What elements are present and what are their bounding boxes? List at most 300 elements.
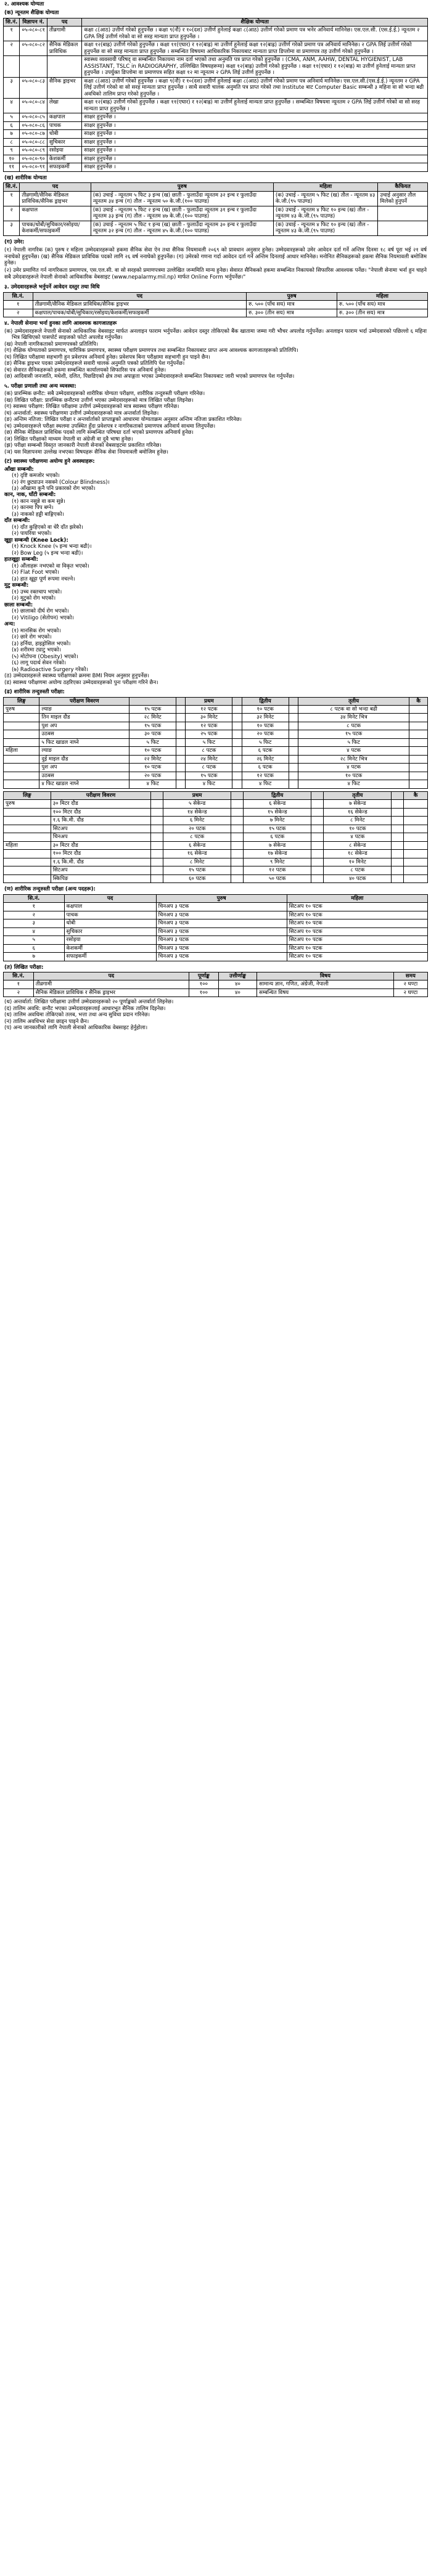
table-cell: (क) उचाई - न्यूनतम ५ फिट १ इन्च (ख) छाती - फुलाउँदा न्यूनतम ३० इन्च र फुलाउँदा न्यूनतम ३२ इन्च (ग) तौल - न्यूनतम ४५ के.जी.(१०० पाउण्ड) [91,221,273,235]
education-table [3,18,428,172]
table-row [4,121,428,129]
table-cell: (क) उचाई - न्यूनतम ४ फिट १० इन्च (ख) तौल - न्यूनतम ४३ के.जी.(९५ पाउण्ड) [273,221,377,235]
table-cell: पाचक [64,911,156,919]
table-row [4,944,428,952]
table-cell: कक्षा १२(बाह्र) उत्तीर्ण गरेको हुनुपर्नेछ । कक्षा ११(एघार) र १२(बाह्र) मा उत्तीर्ण हुनेलाई मान्यता प्राप्त हुनुपर्नेछ । सम्बन्धित विषयमा न्यूनतम २ GPA लिई उत्तीर्ण गरेको वा सो सरह मान्यता प्राप्त हुनुपर्नेछ । [82,99,428,113]
table-cell [378,221,428,235]
table-cell: ४ फिट खाडल नाघ्ने [39,780,129,788]
table-cell [231,808,244,816]
table-cell: पुरुष [4,705,39,713]
table-cell: १४ सेकेन्ड [163,808,231,816]
table-row [4,130,428,138]
written-exam-title: (त) लिखित परीक्षा: [4,964,44,971]
table-cell: चिनअप ३ पटक [156,953,287,961]
table-header-cell: परीक्षण विवरण [39,697,129,705]
table-cell: महिला [4,747,39,755]
table-cell: १२ पटक [186,722,232,730]
table-cell: कक्षा ८(आठ) उत्तीर्ण गरेको हुनुपर्नेछ । कक्षा ९(नौ) र १०(दश) उत्तीर्ण हुनेलाई कक्षा ८(आठ) उत्तीर्ण गरेको प्रमाण पत्र भनेर अनिवार्य मानिनेछ। एस.एल.सी. (एस.ई.ई.) न्यूनतम २ GPA लिई उत्तीर्ण गरेको वा सो सरह मान्यता प्राप्त हुनुपर्नेछ । [82,26,428,41]
table-cell: १० मिनेट [324,858,392,866]
table-cell: ६ पटक [244,833,311,841]
table-cell: ८ सेकेन्ड [324,841,392,849]
table-cell: सम्बन्धित विषय [257,988,394,997]
fee-title: ३. उमेदवारहरूले भर्नुपर्ने आवेदन दस्तुर तथा विधि [4,284,100,291]
table-cell [289,714,298,722]
table-cell [4,817,51,825]
table-cell: १५ पटक [129,722,176,730]
table-cell: ६० पटक [163,874,231,882]
table-cell [231,833,244,841]
table-cell [289,738,298,746]
table-cell: १० पटक [242,722,289,730]
table-cell [231,800,244,808]
fee-table [3,292,428,317]
table-cell: ४ [4,99,20,113]
table-cell [311,874,324,882]
table-cell [176,780,186,788]
table-cell [151,850,163,858]
table-cell: ३ [4,77,20,98]
table-header-cell [232,697,242,705]
list-item: (२) Vitiligo (सेतोपन) भएको। [12,614,74,621]
table-cell: सैनिक मेडिकल प्राविधिक र सैनिक ड्राइभर [33,988,189,997]
table-cell [231,858,244,866]
table-row [4,772,428,780]
table-cell [404,817,428,825]
table-header-cell: पुरुष [91,183,273,191]
table-header-cell: महिला [337,292,428,300]
table-cell: १२ पटक [186,705,232,713]
fitness-other-title: (ण) शारीरिक तन्दुरुस्ती परीक्षा (अन्य पदहरू): [4,886,96,893]
list-item: (२) पायरिया भएको। [12,531,52,537]
table-cell: ४ पटक [324,833,392,841]
table-cell: पाचक/धोबी/सुचिकार/रसोइया/केशकर्मी/सफाइकर्मी [20,221,91,235]
final-notes-list [3,999,428,1031]
table-cell: ७ मिनेट [244,817,311,825]
table-cell [232,722,242,730]
list-item: (२) रंग छुट्याउन नसक्ने (Colour Blindness)। [12,479,110,486]
table-cell: साक्षर हुनुपर्नेछ । [82,147,428,155]
age-title: (ग) उमेर: [4,238,25,245]
table-cell: ४० पटक [324,874,392,882]
table-cell: १५ पटक [129,705,176,713]
table-row [4,730,428,738]
table-cell: ०५-०८०-८१ [20,26,47,41]
table-row [4,903,428,911]
section-2-title: २. आवश्यक योग्यता [4,1,44,7]
table-cell: सिटअप १० पटक [287,903,427,911]
medical-group-heading: दाँत सम्बन्धी: [4,518,30,524]
table-cell: लेखा [47,99,82,113]
table-cell: १५ पटक [298,730,409,738]
table-header-cell: पद [64,894,156,902]
age-text: (१) नेपाली नागरिक (क) पुरुष र महिला उम्मेदवारहरूको हकमा सैनिक सेवा ऐन तथा सैनिक नियमावली २०६९ को प्रावधान अनुसार हुनेछ। उम्मेदवारहरूको उमेर आवेदन दर्ता गर्ने अन्तिम दिनमा १८ वर्ष पूरा भई २१ वर्ष ननाघेको हुनुपर्नेछ। (ख) सैनिक मेडिकल प्राविधिक पदको लागि २६ वर्ष ननाघेको हुनुपर्नेछ। (ग) उमेरको गणना गर्दा आवेदन दर्ता गर्ने अन्तिम दिनलाई आधार मानिनेछ। मनोनित सैनिकहरूको हकमा सैनिक नियमावली बमोजिम हुनेछ। [4,247,427,266]
table-row [4,56,428,77]
table-cell [392,808,404,816]
table-cell: ८ मिनेट [163,858,231,866]
table-cell: ३० मिटर दौड [51,841,151,849]
table-cell: ४० [218,988,257,997]
table-cell: कक्षपाल [47,113,82,121]
table-cell: ८ मिनेट [324,817,392,825]
table-cell: ल्याङ [39,705,129,713]
table-row [4,77,428,98]
table-cell [392,833,404,841]
list-item: (६) लागू पदार्थ सेवन गरेको। [12,660,66,667]
table-cell: २८ मिनेट [129,714,176,722]
table-cell [404,858,428,866]
table-cell [311,858,324,866]
list-item: (५) मोटोपना (Obesity) भएको। [12,653,78,660]
medical-group-heading: मुटु सम्बन्धी: [4,582,29,589]
table-row [4,808,428,816]
table-cell [392,874,404,882]
table-row [4,817,428,825]
table-cell [404,850,428,858]
list-item: (ध) तालिम अवधिमा तोकिएको तलब, भत्ता तथा अन्य सुविधा प्रदान गरिनेछ। [4,1012,150,1019]
table-cell: ३० मिटर दौड [51,800,151,808]
list-item: (७) Radioactive Surgery गरेको। [12,666,88,673]
table-cell: ५ फिट [298,738,409,746]
list-item: (३) हर्निया, हाइड्रोसिल भएको। [12,640,71,647]
table-cell: उठबस [39,772,129,780]
table-cell: ६ सेकेन्ड [244,800,311,808]
table-cell: ३२ मिनेट [242,714,289,722]
table-header-cell: प्रथम [186,697,232,705]
table-cell: ०५-०८०-८७ [20,130,47,138]
table-cell [409,730,428,738]
list-item: (च) सेवारत सैनिकहरूको हकमा सम्बन्धित कार्यालयको सिफारिस पत्र अनिवार्य हुनेछ। [4,367,166,373]
table-cell: ७ सेकेन्ड [324,800,392,808]
table-cell: तिन माइल दौड [39,714,129,722]
table-cell: ०५-०८०-९० [20,155,47,163]
list-item: (४) शरीरमा ट्याटु भएको। [12,647,61,654]
table-cell [231,841,244,849]
table-cell: २० पटक [163,825,231,833]
fitness-title: (ढ) शारीरिक तन्दुरुस्ती परीक्षा: [4,689,65,696]
table-cell: ३० मिनेट [186,714,232,722]
table-cell [4,808,51,816]
table-cell: स्वास्थ्य व्यवसायी परिषद् वा सम्बन्धित निकायमा नाम दर्ता भएको तथा अनुमति पत्र प्राप्त गरेको हुनुपर्नेछ । (CMA, ANM, AAHW, DENTAL HYGIENIST, LAB ASSISTANT, TSLC in RADIOGRAPHY, उल्लिखित विषयहरूमा) कक्षा १२(बाह्र) उत्तीर्ण गरेको हुनुपर्नेछ । कक्षा ११(एघार) र १२(बाह्र) मा उत्तीर्ण हुनेलाई मान्यता प्राप्त हुनुपर्नेछ । उपर्युक्त डिप्लोमा वा प्रमाणपत्र सहित कक्षा १२ मा न्यूनतम २ GPA लिई उत्तीर्ण हुनुपर्नेछ । [82,56,428,77]
table-cell [176,738,186,746]
documents-list [3,328,428,380]
table-cell: ४ फिट [186,780,232,788]
table-cell: धोबी [64,919,156,927]
table-cell: सुचिकार [64,927,156,935]
list-item: (२) Flat Foot भएको। [12,569,59,576]
table-cell [289,705,298,713]
table-cell: सफाइकर्मी [47,163,82,171]
table-row [4,155,428,163]
table-cell: केशकर्मी [47,155,82,163]
table-header-cell: तृतीय [324,791,392,799]
table-cell: ०५-०८०-८३ [20,77,47,98]
exam-system-title: ५. परीक्षा प्रणाली तथा अन्य व्यवस्था: [4,383,76,389]
table-row [4,221,428,235]
table-cell [151,874,163,882]
table-cell: रु. ३०० (तीन सय) मात्र [337,309,428,317]
table-cell [392,866,404,874]
list-item: (ख) नेपाली नागरिकताको प्रमाणपत्रको प्रतिलिपि। [4,341,99,348]
table-cell: ६ सेकेन्ड [163,841,231,849]
table-cell: ७ [4,130,20,138]
table-cell: तीव्रगामी [33,980,189,988]
table-cell: ६ [4,944,65,952]
table-cell [4,780,39,788]
table-header-cell [392,791,404,799]
table-row [4,764,428,772]
table-cell: ४ पटक [298,747,409,755]
table-cell [4,764,39,772]
table-cell: २६ मिनेट [242,755,289,763]
table-cell: ७ [4,953,65,961]
table-cell: ०५-०८०-८४ [20,99,47,113]
list-item: (झ) परीक्षा सम्बन्धी विस्तृत जानकारी नेपाली सेनाको वेबसाइटमा प्रकाशित गरिनेछ। [4,442,162,449]
table-cell [232,705,242,713]
table-cell: १.६ कि.मी. दौड [51,858,151,866]
table-cell: ०५-०८०-८५ [20,113,47,121]
table-cell [4,755,39,763]
table-cell: ३ [4,221,20,235]
table-cell [404,866,428,874]
table-cell [231,817,244,825]
table-cell: १०० मिटर दौड [51,808,151,816]
table-cell: ८ [4,138,20,146]
table-cell: चिनअप ३ पटक [156,919,287,927]
medical-closing [3,673,428,686]
table-cell: २ घण्टा [393,980,427,988]
table-header-cell: उत्तीर्णाङ्क [218,972,257,980]
table-row [4,747,428,755]
table-cell: चिनअप ३ पटक [156,927,287,935]
list-item: (द) तालिम अवधि: छनौट भएका उम्मेदवारहरूलाई आधारभूत सैनिक तालिम दिइनेछ। [4,1005,166,1012]
list-item: (१) दृष्टि कमजोर भएको। [12,473,60,479]
table-header-cell: सि.नं. [4,292,33,300]
table-row [4,825,428,833]
table-header-cell: सि.नं. [4,183,20,191]
table-cell [151,808,163,816]
table-header-cell: पद [33,972,189,980]
age-text-2: (२) उमेर प्रमाणित गर्न नागरिकता प्रमाणपत्र, एस.एल.सी. वा सो सरहको प्रमाणपत्रमा उल्लेखित जन्ममिति मान्य हुनेछ। सेवारत सैनिकको हकमा सम्बन्धित निकायको सिफारिस आवश्यक पर्नेछ। "नेपाली सेनामा भर्ना हुन चाहने सबै उमेदवारहरूले नेपाली सेनाको आधिकारिक वेबसाइट (www.nepalarmy.mil.np) मार्फत Online Form भर्नुपर्नेछ।" [4,267,427,280]
table-cell: १ [4,980,34,988]
table-cell: सफाइकर्मी [64,953,156,961]
table-cell: तीव्रगामी/सैनिक मेडिकल प्राविधिक/सैनिक ड्राइभर [20,191,91,206]
table-cell: साक्षर हुनुपर्नेछ । [82,121,428,129]
table-header-cell: द्वितीय [244,791,311,799]
table-cell: चिनअप ३ पटक [156,903,287,911]
table-cell [176,705,186,713]
table-cell: सिटअप १० पटक [287,927,427,935]
table-cell: १६ सेकेन्ड [163,850,231,858]
table-cell: कक्षा १२(बाह्र) उत्तीर्ण गरेको हुनुपर्नेछ । कक्षा ११(एघार) र १२(बाह्र) मा उत्तीर्ण हुनेलाई कक्षा १२(बाह्र) उत्तीर्ण गरेको प्रमाण पत्र अनिवार्य मानिनेछ। २ GPA लिई उत्तीर्ण गरेको हुनुपर्नेछ वा सो सरह मान्यता प्राप्त हुनुपर्नेछ । सम्बन्धित विषयमा आधिकारिक निकायबाट मान्यता प्राप्त डिप्लोमा वा प्रमाणपत्र तह उत्तीर्ण गरेको हुनुपर्नेछ । [82,41,428,56]
table-cell: १ [4,26,20,41]
fitness-table-2 [3,791,428,883]
table-cell: ४ पटक [298,764,409,772]
table-cell [232,764,242,772]
table-cell [4,738,39,746]
table-cell: १० पटक [129,764,176,772]
table-cell: (क) उचाई - न्यूनतम ४ फिट १० इन्च (ख) तौल - न्यूनतम ४३ के.जी.(९५ पाउण्ड) [273,206,377,221]
table-cell: ६ मिनेट [163,817,231,825]
table-cell: १ [4,301,33,309]
table-header-cell: पद [20,183,91,191]
table-cell: ११ [4,163,20,171]
table-row [4,41,428,56]
table-cell: १० [4,155,20,163]
table-cell [289,764,298,772]
table-cell: ८ पटक [163,833,231,841]
table-cell [311,866,324,874]
table-cell [409,772,428,780]
table-cell [311,825,324,833]
table-cell [409,705,428,713]
list-item: (ञ) यस विज्ञापनमा उल्लेख नभएका विषयहरू सैनिक सेवा नियमावली बमोजिम हुनेछ। [4,449,168,455]
table-cell: २२ मिनेट [129,755,176,763]
list-item: (१) उच्च रक्तचाप भएको। [12,589,62,595]
table-header-cell: पुरुष [247,292,337,300]
table-cell: सैनिक ड्राइभर [47,77,82,98]
table-cell [409,780,428,788]
table-cell [392,858,404,866]
table-cell: सिटअप १० पटक [287,953,427,961]
table-cell: तीव्रगामी/सैनिक मेडिकल प्राविधिक/सैनिक ड्राइभर [33,301,247,309]
table-cell: १५ पटक [186,772,232,780]
table-cell [311,808,324,816]
table-cell: धोबी [47,130,82,138]
table-row [4,738,428,746]
table-cell: चिनअप [51,833,151,841]
list-item: (३) आँखामा कुनै पनि प्रकारको रोग भएको। [12,486,96,492]
table-header-cell: विषय [257,972,394,980]
medical-group-heading: हातखुट्टा सम्बन्धी: [4,556,38,563]
table-cell: ८ पटक वा सो भन्दा बढी [298,705,409,713]
medical-group-heading: अन्य: [4,621,15,628]
table-cell: दुई माइल दौड [39,755,129,763]
table-cell: ४० [218,980,257,988]
table-row [4,911,428,919]
table-cell: १० पटक [129,747,176,755]
table-cell [392,800,404,808]
table-cell: ५ फिट [129,738,176,746]
table-cell: १२ पटक [242,772,289,780]
table-cell: सैनिक मेडिकल प्राविधिक [47,41,82,56]
table-row [4,874,428,882]
table-header-cell: पुरुष [156,894,287,902]
table-row [4,953,428,961]
table-cell [409,722,428,730]
table-cell: उचाई अनुसार तौल मिलेको हुनुपर्ने [378,191,428,206]
table-cell [311,841,324,849]
table-row [4,147,428,155]
table-cell: ५ फिट [242,738,289,746]
list-item: (घ) अन्तर्वार्ता: स्वास्थ्य परीक्षणमा उत्तीर्ण उम्मेदवारहरूको मात्र अन्तर्वार्ता लिइनेछ। [4,410,159,417]
table-cell [289,730,298,738]
table-cell [404,833,428,841]
table-cell [151,833,163,841]
list-item: (२) छारे रोग भएको। [12,634,52,641]
list-item: (२) मुटुको रोग भएको। [12,595,56,602]
table-cell [311,833,324,841]
table-cell [409,714,428,722]
table-header-cell: पद [47,18,82,26]
table-cell: ९ [4,147,20,155]
table-header-cell [289,697,298,705]
table-cell [311,817,324,825]
table-cell: ०५-०८०-८६ [20,121,47,129]
table-cell: १५ सेकेन्ड [244,808,311,816]
table-cell [232,714,242,722]
table-cell [151,858,163,866]
table-row [4,988,428,997]
table-row [4,113,428,121]
list-item: (ग) स्वास्थ्य परीक्षण: लिखित परीक्षामा उत्तीर्ण उम्मेदवारहरूको मात्र स्वास्थ्य परीक्षण गरिनेछ। [4,404,179,410]
list-item: (ज) लिखित परीक्षाको माध्यम नेपाली वा अंग्रेजी वा दुवै भाषा हुनेछ। [4,436,133,442]
table-cell [289,772,298,780]
table-cell: रसोइया [47,147,82,155]
table-cell [4,722,39,730]
list-item: (१) कान नसुन्ने वा कम सुन्ने। [12,498,65,505]
table-cell: १८ सेकेन्ड [324,850,392,858]
table-cell: १२ पटक [244,866,311,874]
table-cell: १ [4,191,20,206]
table-cell [404,808,428,816]
table-cell: २८ मिनेट भित्र [298,755,409,763]
table-header-cell: सि.नं. [4,972,34,980]
table-header-cell: विज्ञापन नं. [20,18,47,26]
list-item: (१) Knock Knee (५ इन्च भन्दा बढी)। [12,544,92,550]
table-cell [409,747,428,755]
table-header-cell: लिङ्ग [4,697,39,705]
table-cell: सुचिकार [47,138,82,146]
table-cell: ४ फिट [129,780,176,788]
table-cell [231,825,244,833]
table-header-cell: सि.नं. [4,894,65,902]
list-item: (१) दाँत कुहिएको वा धेरै दाँत झरेको। [12,524,83,531]
list-item: (क) प्रारम्भिक छनौट: सबै उम्मेदवारहरूको शारीरिक योग्यता परीक्षण, शारीरिक तन्दुरुस्ती परीक्षण गरिनेछ। [4,391,205,397]
table-cell: ०५-०८०-८९ [20,147,47,155]
list-item: (ख) लिखित परीक्षा: प्रारम्भिक छनौटमा उत्तीर्ण भएका उम्मेदवारहरूको मात्र लिखित परीक्षा लिइनेछ। [4,397,194,404]
table-cell: ०५-०८०-९१ [20,163,47,171]
table-cell: ल्याङ [39,747,129,755]
table-header-cell: शैक्षिक योग्यता [82,18,428,26]
table-cell: १० पटक [242,705,289,713]
table-cell [176,755,186,763]
table-row [4,780,428,788]
table-cell: सिटअप १० पटक [287,944,427,952]
table-cell: रु. ५०० (पाँच सय) मात्र [247,301,337,309]
table-cell: कक्षा ८(आठ) उत्तीर्ण गरेको हुनुपर्नेछ । कक्षा ९(नौ) र १०(दश) उत्तीर्ण हुनेलाई कक्षा ८(आठ) उत्तीर्ण गरेको प्रमाण पत्र अनिवार्य मानिनेछ। एस.एल.सी.(एस.ई.ई.) न्यूनतम २ GPA लिई उत्तीर्ण गरेको वा सो सरह मान्यता प्राप्त हुनुपर्नेछ । साथै सवारी चालक अनुमति पत्र प्राप्त गरेको तथा Institute बाट Computer Basic सम्बन्धी ३ महिना वा सो भन्दा बढी अवधिको तालिम प्राप्त गरेको हुनुपर्नेछ । [82,77,428,98]
section-2-subtitle: (क) न्यूनतम शैक्षिक योग्यता [4,10,59,17]
table-row [4,800,428,808]
table-cell [409,764,428,772]
table-cell: ५ [4,113,20,121]
table-row [4,714,428,722]
table-cell [378,206,428,221]
table-cell: २५ पटक [186,730,232,738]
table-cell: केशकर्मी [64,944,156,952]
medical-group-heading: आँखा सम्बन्धी: [4,466,34,473]
physical-table [3,182,428,235]
table-cell: १० पटक [298,772,409,780]
table-cell [4,56,20,77]
table-cell [232,772,242,780]
fitness-table-1 [3,697,428,789]
table-header-cell: कैफियत [378,183,428,191]
table-cell: १०० मिटर दौड [51,850,151,858]
table-cell [232,730,242,738]
table-cell [4,825,51,833]
table-header-cell: कै [404,791,428,799]
table-cell: पुरुष [4,800,51,808]
